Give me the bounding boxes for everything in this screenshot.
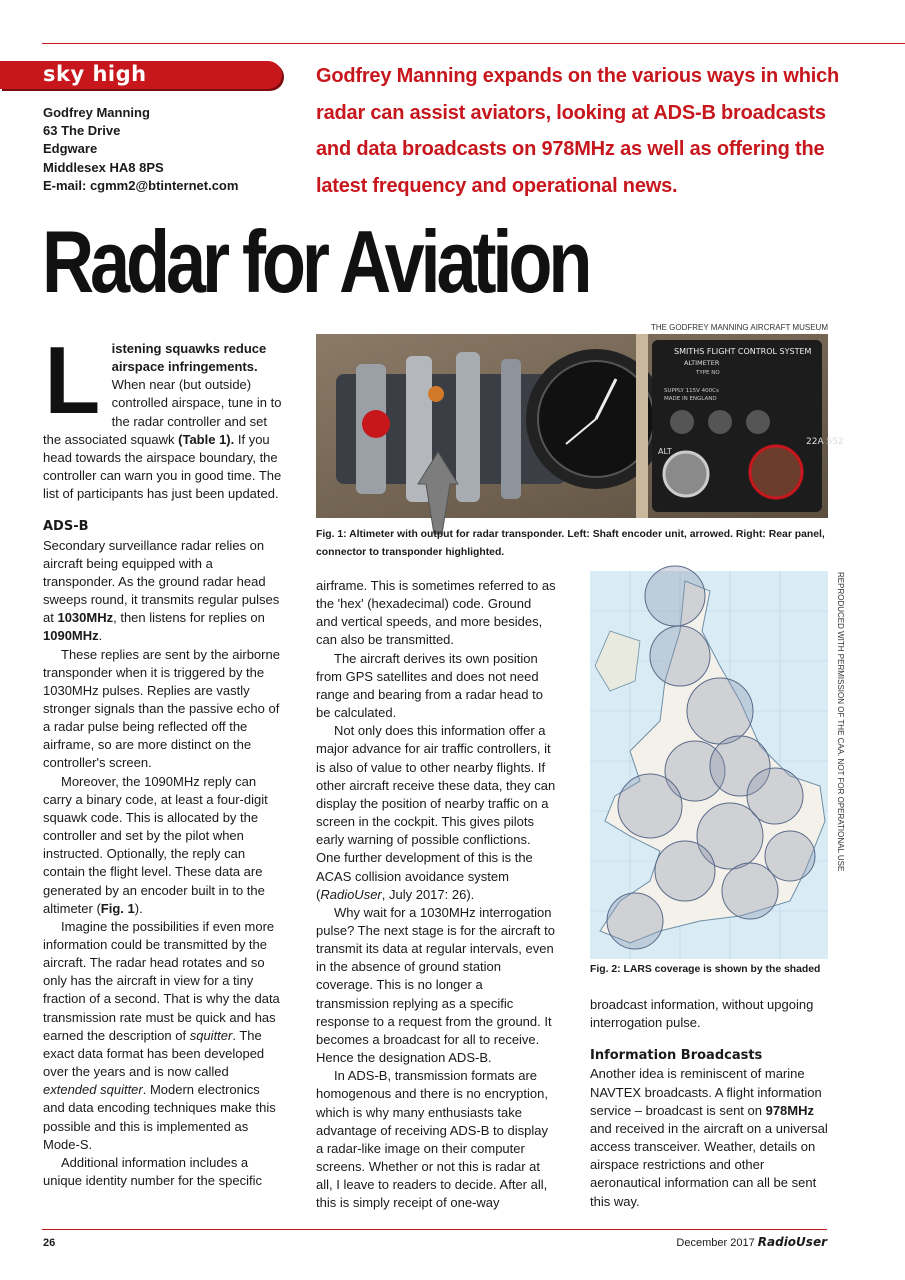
para-text: Not only does this information offer a major advance for air traffic controllers, it is also of value to other nearby flights. If other aircraft receive these data, they can display the position of nearby traffic on a screen in the cockpit. This gives pilots early warning of possible conflictions. One further development of this is the ACAS collision avoidance system ( bbox=[316, 723, 556, 902]
author-block bbox=[43, 104, 238, 195]
intro-bold: istening squawks reduce airspace infringements. bbox=[111, 341, 267, 375]
paragraph: In ADS-B, transmission formats are homogenous and there is no encryption, which is why many enthusiasts take advantage of receiving ADS-B to display a radar-like image on their computer screens. Whether or not this is radar at all, I leave to readers to decide. After all, this is simply receipt of one-way bbox=[316, 1068, 548, 1211]
magazine-name: RadioUser bbox=[757, 1235, 827, 1249]
para-text: , July 2017: 26). bbox=[381, 886, 475, 902]
panel-alt: ALT bbox=[658, 447, 672, 456]
para-text: and received in the aircraft on a universal access transceiver. Weather, details on airspace restrictions and other aeronautical information can all be sent this way. bbox=[590, 1120, 828, 1209]
para-text: Secondary surveillance radar relies on aircraft being equipped with a transponder. As the ground radar head sweeps round, it transmits regular pulses at bbox=[43, 537, 280, 626]
freq-978: 978MHz bbox=[765, 1102, 815, 1118]
page-number: 26 bbox=[43, 1237, 56, 1249]
para-text: Another idea is reminiscent of marine NAVTEX broadcasts. A flight information service – broadcast is sent on bbox=[590, 1066, 822, 1118]
section-tag-label: sky high bbox=[43, 62, 147, 86]
paragraph: These replies are sent by the airborne transponder when it is triggered by the 1030MHz pulses. Replies are vastly stronger signals than the passive echo of a radar pulse being reflected off the airframe, so are more distinct on the controller's screen. bbox=[43, 646, 280, 771]
lars-map bbox=[590, 571, 828, 959]
altimeter-illustration bbox=[316, 334, 844, 518]
panel-serial: 22A 552 bbox=[806, 437, 844, 447]
paragraph: Additional information includes a unique identity number for the specific bbox=[43, 1154, 262, 1189]
author-name: Godfrey Manning bbox=[43, 105, 150, 120]
para-text: , then listens for replies on bbox=[113, 610, 265, 626]
paragraph: broadcast information, without upgoing interrogation pulse. bbox=[590, 997, 814, 1031]
fig-ref: Fig. 1 bbox=[100, 900, 135, 916]
article-title: Radar for Aviation bbox=[42, 212, 589, 311]
para-text: . The exact data format has been developed over the years and is now called bbox=[43, 1027, 265, 1080]
column-3 bbox=[590, 996, 830, 1211]
column-2 bbox=[316, 577, 556, 1212]
bottom-rule bbox=[42, 1229, 827, 1230]
panel-type: TYPE NO bbox=[696, 370, 720, 376]
author-address-line: Middlesex HA8 8PS bbox=[43, 159, 164, 175]
freq-1090: 1090MHz bbox=[43, 628, 99, 644]
altimeter-photo bbox=[316, 334, 844, 518]
para-text: . bbox=[98, 628, 103, 644]
term-squitter: squitter bbox=[189, 1027, 233, 1043]
paragraph: Why wait for a 1030MHz interrogation pulse? The next stage is for the aircraft to transmit its data at regular intervals, even in the absence of ground station coverage. This is no longer a transmission replying as a specific response to a request from the ground. It becomes a broadcast for all to receive. Hence the designation ADS-B. bbox=[316, 904, 555, 1066]
fig1-caption: Fig. 1: Altimeter with output for radar transponder. Left: Shaft encoder unit, arrowed. Right: Rear panel, connector to transponder highlighted. bbox=[316, 529, 825, 558]
drop-cap: L bbox=[44, 327, 101, 434]
para-text: . Modern electronics and data encoding techniques make this possible and this is implemented as Mode-S. bbox=[43, 1082, 276, 1152]
column-1 bbox=[43, 327, 285, 1190]
photo-credit: THE GODFREY MANNING AIRCRAFT MUSEUM bbox=[650, 323, 828, 332]
term-extended-squitter: extended squitter bbox=[43, 1082, 143, 1098]
author-address-line: 63 The Drive bbox=[43, 123, 121, 139]
para-text: Imagine the possibilities if even more information could be transmitted by the aircraft. The radar head rotates and so only has the aircraft in view for a tiny fraction of a second. That is why the data transmission rate must be quick and has earned the description of bbox=[43, 918, 280, 1043]
heading-ads-b: ADS-B bbox=[43, 519, 89, 535]
author-email[interactable]: E-mail: cgmm2@btinternet.com bbox=[43, 177, 239, 193]
paragraph: The aircraft derives its own position from GPS satellites and does not need range and bearing from a radar head to be calculated. bbox=[316, 650, 543, 721]
panel-supply: SUPPLY 115V 400Cs bbox=[664, 388, 719, 394]
para-text: ). bbox=[134, 900, 143, 916]
panel-made: MADE IN ENGLAND bbox=[664, 396, 717, 402]
map-credit: REPRODUCED WITH PERMISSION OF THE CAA. NOT FOR OPERATIONAL USE bbox=[836, 572, 845, 872]
heading-information-broadcasts: Information Broadcasts bbox=[590, 1048, 763, 1064]
fig2-caption: Fig. 2: LARS coverage is shown by the shaded bbox=[590, 964, 821, 975]
lars-coverage-map bbox=[590, 571, 828, 959]
author-address-line: Edgware bbox=[43, 141, 98, 157]
footer-issue bbox=[676, 1235, 827, 1249]
section-tag bbox=[0, 61, 282, 89]
intro-end: If you head towards the airspace boundary, the controller can warn you in good time. The list of participants has just been updated. bbox=[43, 431, 282, 502]
issue-date: December 2017 bbox=[676, 1237, 755, 1249]
standfirst: Godfrey Manning expands on the various ways in which radar can assist aviators, looking at ADS-B broadcasts and data broadcasts on 978MHz as well as offering the latest frequency and operational news. bbox=[316, 65, 840, 197]
intro-text: When near (but outside) controlled airspace, tune in to the radar controller and set the associated squawk bbox=[43, 377, 282, 447]
panel-brand: SMITHS FLIGHT CONTROL SYSTEM bbox=[674, 347, 812, 356]
para-text: Moreover, the 1090MHz reply can carry a binary code, at least a four-digit squawk code. This is allocated by the controller and set by the pilot when instructed. Optionally, the reply can contain the flight level. These data are generated by an encoder built in to the altimeter ( bbox=[43, 773, 268, 916]
top-rule bbox=[42, 43, 905, 44]
magazine-ref: RadioUser bbox=[320, 886, 382, 902]
table-ref: (Table 1). bbox=[178, 431, 235, 447]
freq-1030: 1030MHz bbox=[57, 610, 114, 626]
panel-name: ALTIMETER bbox=[684, 359, 720, 367]
paragraph: airframe. This is sometimes referred to as the 'hex' (hexadecimal) code. Ground and vertical speeds, and more besides, can also be transmitted. bbox=[316, 578, 556, 648]
